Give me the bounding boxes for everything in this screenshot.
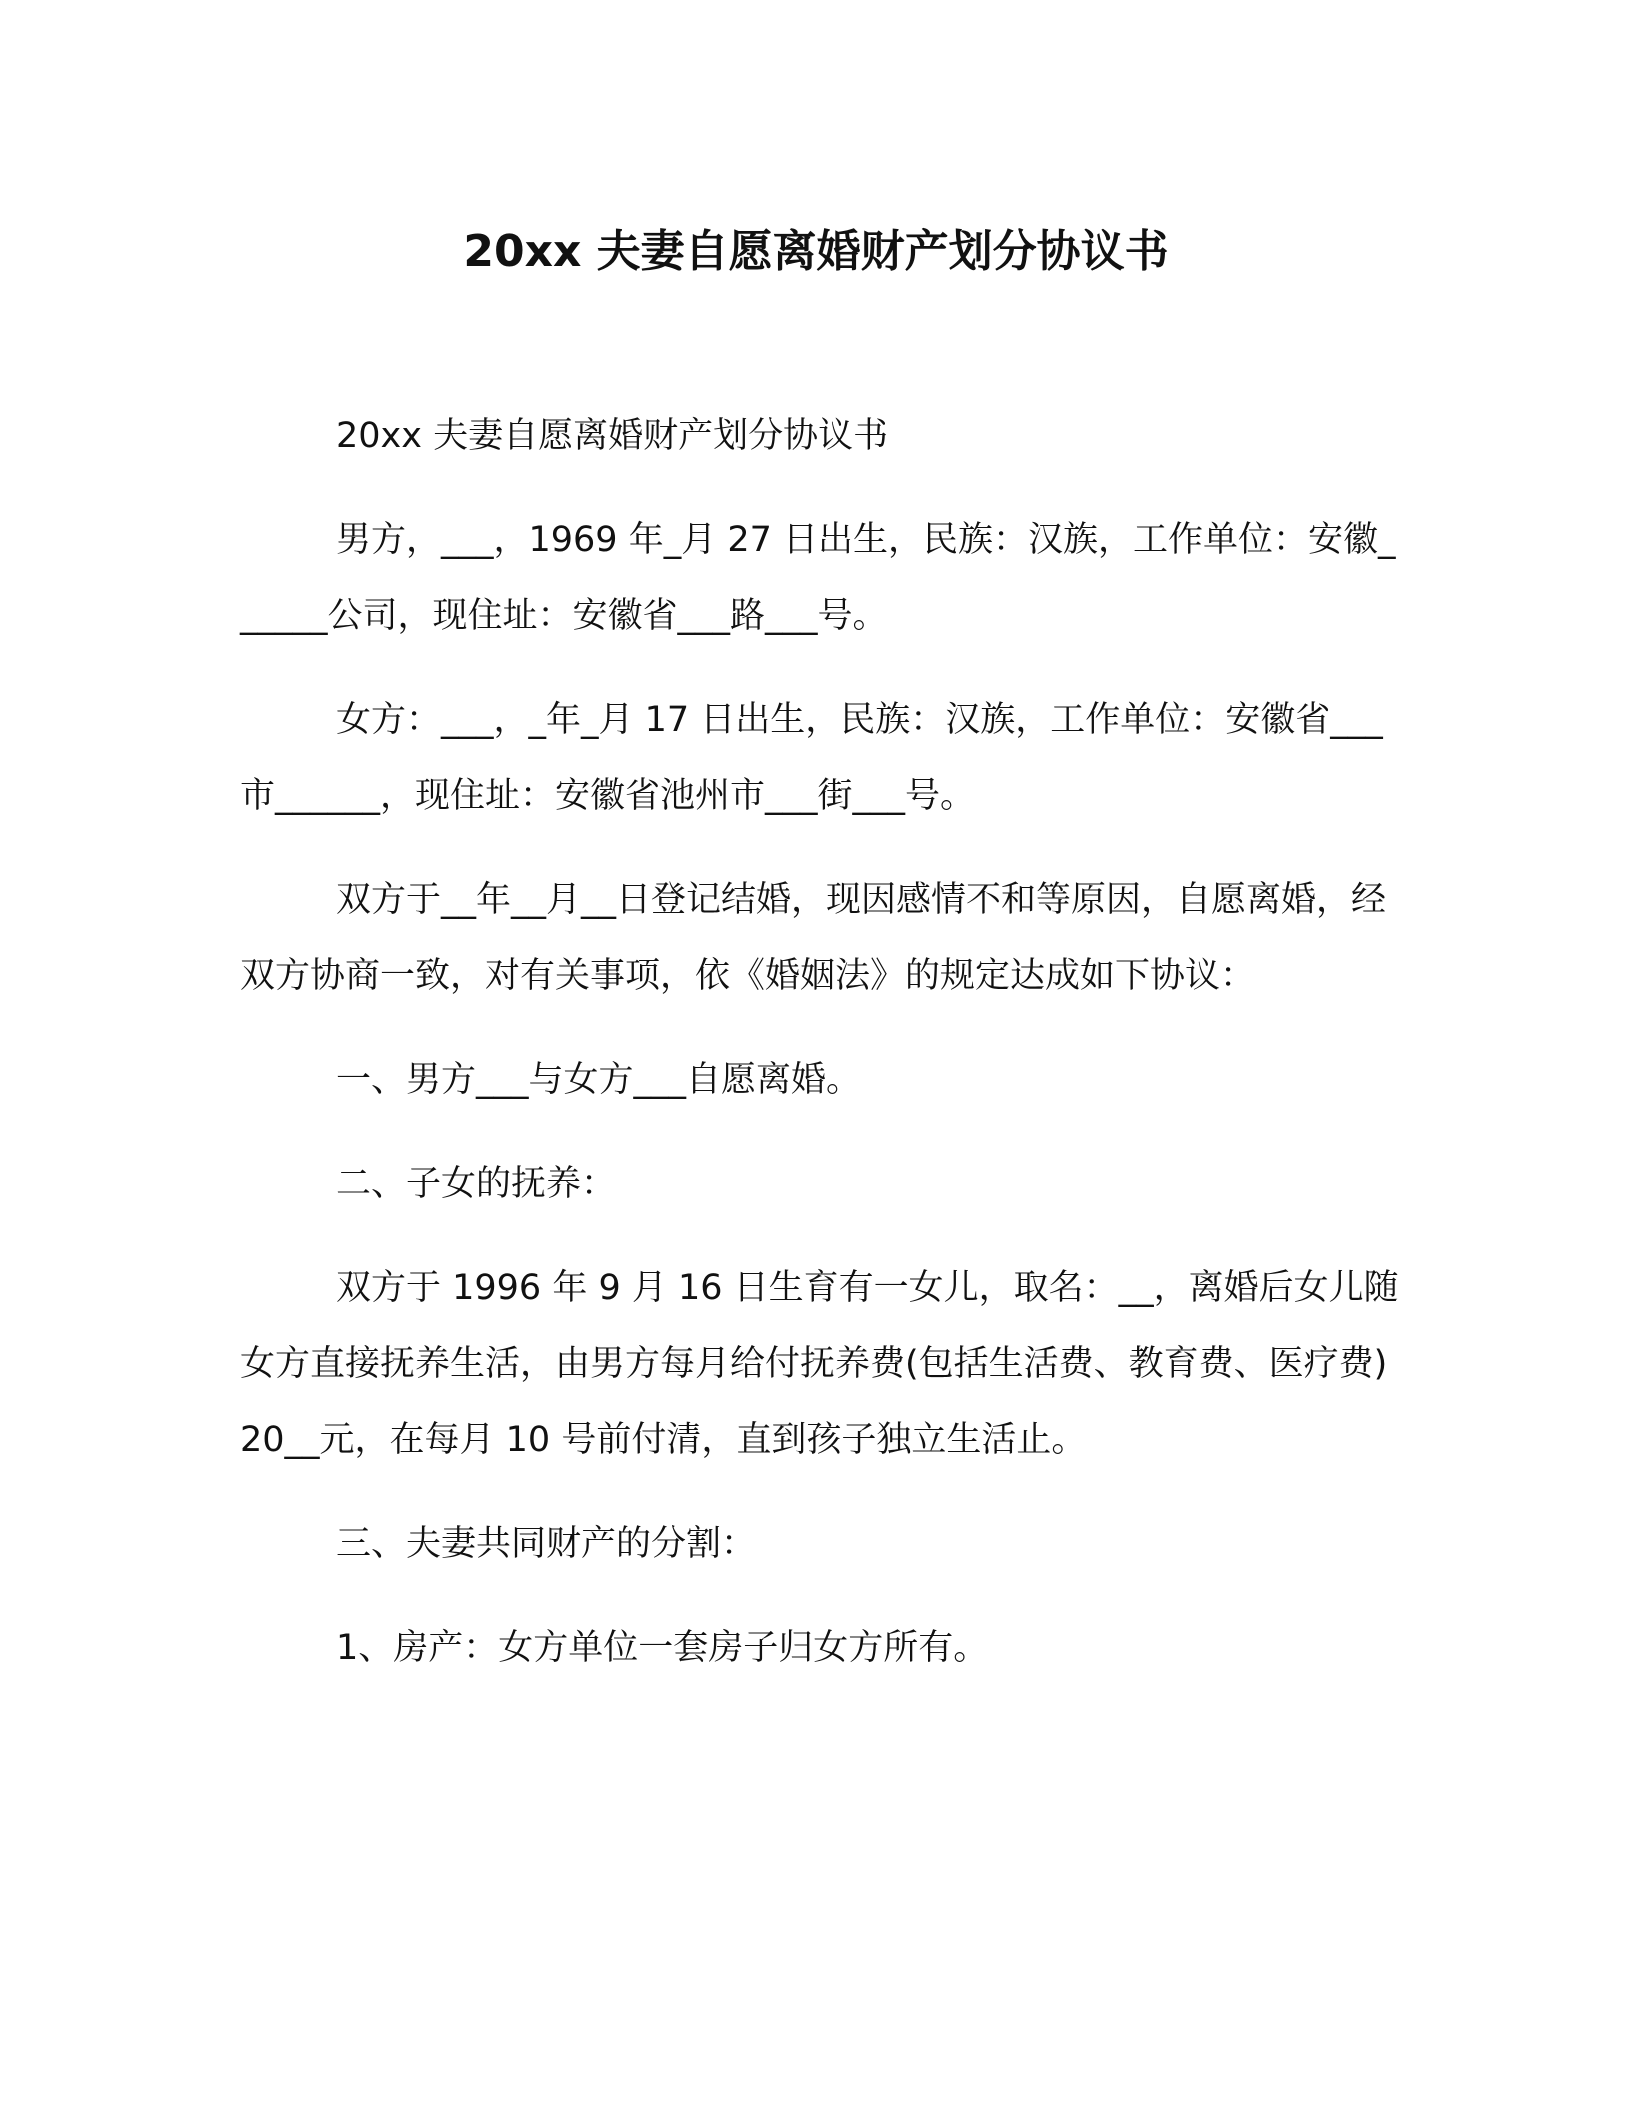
paragraph-male-party: 男方，___，1969 年_月 27 日出生，民族：汉族，工作单位：安徽______公司，现住址：安徽省___路___号。: [240, 520, 1396, 636]
document-body: [240, 398, 1400, 1686]
document-title: 20xx 夫妻自愿离婚财产划分协议书: [463, 226, 1169, 277]
paragraph-female-party: 女方：___，_年_月 17 日出生，民族：汉族，工作单位：安徽省___市______，现住址：安徽省池州市___街___号。: [240, 700, 1383, 816]
clause-divorce: 一、男方___与女方___自愿离婚。: [336, 1060, 862, 1100]
clause-real-estate: 1、房产：女方单位一套房子归女方所有。: [336, 1628, 989, 1668]
paragraph-child-support: 双方于 1996 年 9 月 16 日生育有一女儿，取名：__，离婚后女儿随女方直接抚养生活，由男方每月给付抚养费(包括生活费、教育费、医疗费)20__元，在每月 10 号前付清，直到孩子独立生活止。: [240, 1268, 1399, 1460]
paragraph-marriage-agreement: 双方于__年__月__日登记结婚，现因感情不和等原因，自愿离婚，经双方协商一致，对有关事项，依《婚姻法》的规定达成如下协议：: [240, 880, 1387, 996]
clause-property-heading: 三、夫妻共同财产的分割：: [336, 1524, 757, 1564]
clause-child-custody-heading: 二、子女的抚养：: [336, 1164, 617, 1204]
paragraph-heading: 20xx 夫妻自愿离婚财产划分协议书: [336, 416, 889, 456]
